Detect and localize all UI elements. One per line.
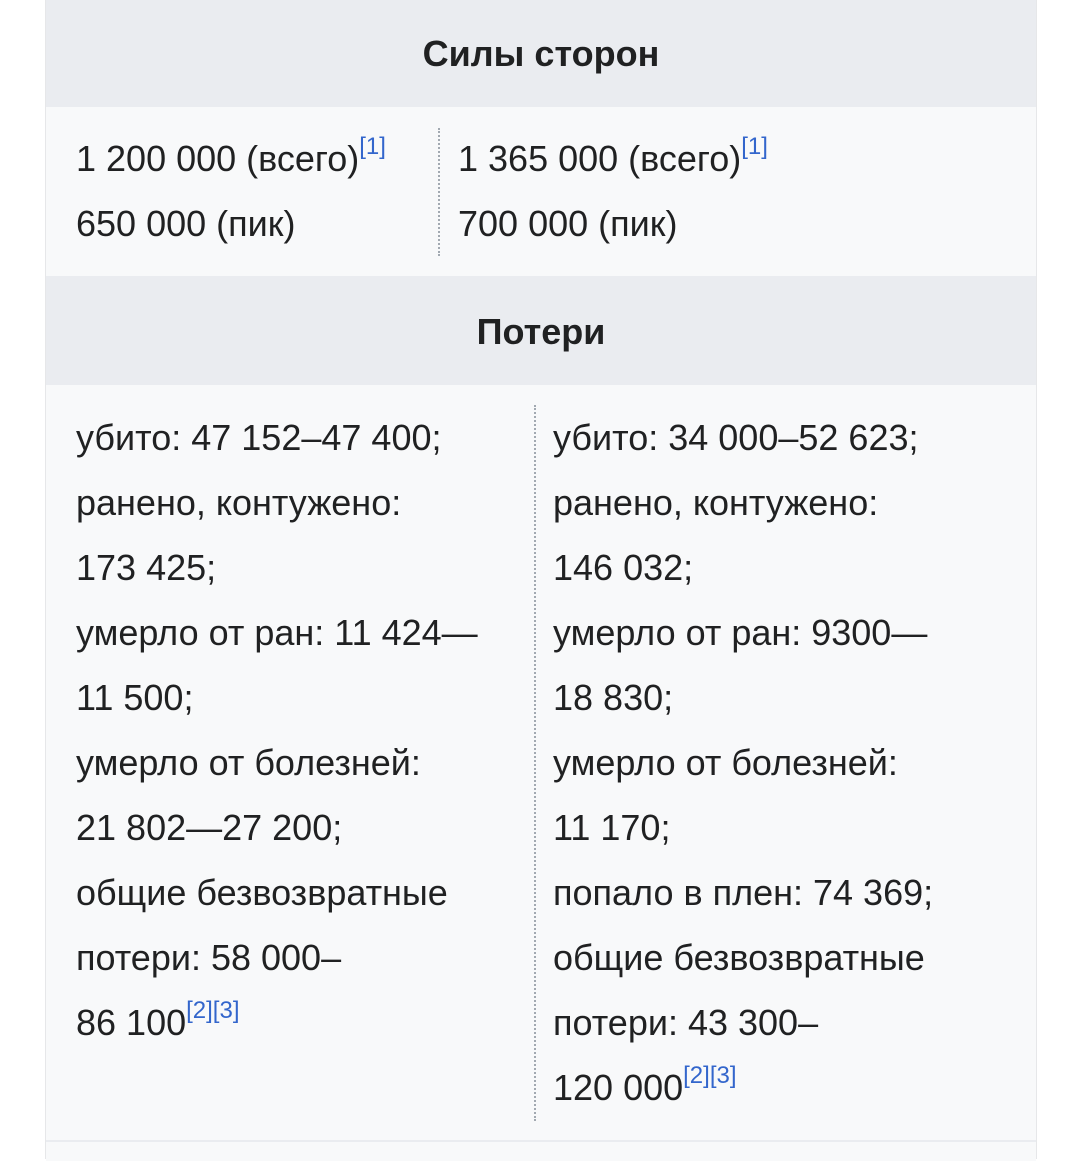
losses-right-cell xyxy=(553,405,933,1120)
losses-right-total: 120 000 xyxy=(553,1067,684,1108)
losses-left-line: 11 500; xyxy=(76,677,194,718)
losses-left-line: общие безвозвратные xyxy=(76,872,448,913)
forces-header xyxy=(46,0,1036,107)
losses-right-line: 11 170; xyxy=(553,807,671,848)
forces-right-cell xyxy=(458,126,768,256)
losses-right-line: потери: 43 300– xyxy=(553,1002,819,1043)
losses-right-last-line xyxy=(553,1055,933,1120)
losses-right-line: общие безвозвратные xyxy=(553,937,925,978)
forces-title: Силы сторон xyxy=(422,33,660,74)
forces-left-total: 1 200 000 (всего) xyxy=(76,138,360,179)
losses-left-line: 21 802—27 200; xyxy=(76,807,343,848)
losses-left-line: ранено, контужено: xyxy=(76,482,402,523)
forces-left-cell xyxy=(76,126,386,256)
losses-left-total: 86 100 xyxy=(76,1002,187,1043)
losses-right-line: умерло от болезней: xyxy=(553,742,898,783)
forces-right-total: 1 365 000 (всего) xyxy=(458,138,742,179)
losses-title: Потери xyxy=(476,311,606,352)
losses-left-line: умерло от ран: 11 424— xyxy=(76,612,478,653)
forces-left-peak: 650 000 (пик) xyxy=(76,203,296,244)
forces-column-divider xyxy=(438,128,440,256)
reference-link[interactable]: [3] xyxy=(212,997,240,1024)
losses-left-line: умерло от болезней: xyxy=(76,742,421,783)
losses-right-line: умерло от ран: 9300— xyxy=(553,612,928,653)
losses-left-line: убито: 47 152–47 400; xyxy=(76,417,442,458)
losses-right-line: попало в плен: 74 369; xyxy=(553,872,934,913)
losses-right-line: ранено, контужено: xyxy=(553,482,879,523)
losses-left-line: потери: 58 000– xyxy=(76,937,342,978)
reference-link[interactable]: [2] xyxy=(186,997,213,1024)
losses-right-line: 146 032; xyxy=(553,547,694,588)
losses-right-line: убито: 34 000–52 623; xyxy=(553,417,919,458)
infobox xyxy=(45,0,1037,1159)
reference-link[interactable]: [3] xyxy=(709,1062,737,1089)
reference-link[interactable]: [1] xyxy=(741,133,768,160)
losses-left-cell xyxy=(76,405,478,1055)
forces-right-peak: 700 000 (пик) xyxy=(458,203,678,244)
next-section-edge xyxy=(46,1140,1036,1161)
reference-link[interactable]: [2] xyxy=(683,1062,710,1089)
reference-link[interactable]: [1] xyxy=(359,133,386,160)
losses-right-line: 18 830; xyxy=(553,677,674,718)
forces-right-total-line xyxy=(458,126,768,191)
losses-left-last-line xyxy=(76,990,478,1055)
losses-column-divider xyxy=(534,405,536,1121)
losses-header xyxy=(46,276,1036,385)
forces-left-total-line xyxy=(76,126,386,191)
losses-left-line: 173 425; xyxy=(76,547,217,588)
